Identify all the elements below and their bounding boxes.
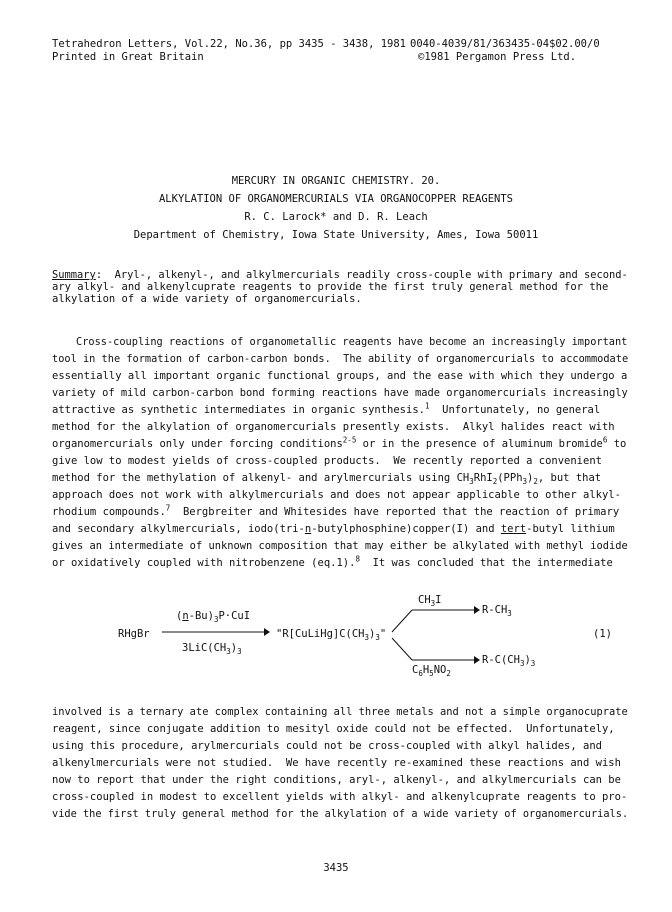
summary-label: Summary bbox=[52, 269, 96, 281]
summary-line2: ary alkyl- and alkenylcuprate reagents to provide the first truly general method for the bbox=[52, 281, 609, 293]
eq-reactant: RHgBr bbox=[118, 628, 150, 640]
printed-in: Printed in Great Britain bbox=[52, 51, 204, 63]
ref-6: 6 bbox=[602, 435, 608, 445]
para1-line: essentially all important organic functional groups, and the ease with which they undergo a bbox=[52, 370, 628, 382]
eq-intermediate: "$R[CuLiHg]C(CH_3)_3$" bbox=[276, 628, 387, 643]
copyright: ©1981 Pergamon Press Ltd. bbox=[418, 51, 577, 63]
para2-line: now to report that under the right conditions, aryl-, alkenyl-, and alkylmercurials can be bbox=[52, 774, 621, 786]
eq-arrow-main bbox=[160, 626, 270, 638]
eq-lower-product: $R-C(CH_3)_3$ bbox=[482, 654, 536, 669]
eq-arrow-upper bbox=[390, 604, 482, 634]
ref-8: 8 bbox=[355, 554, 360, 564]
ref-7: 7 bbox=[165, 503, 171, 513]
eq-upper-product: $R-CH_3$ bbox=[482, 604, 512, 619]
paper-title-line2: ALKYLATION OF ORGANOMERCURIALS VIA ORGANOCOPPER REAGENTS bbox=[158, 193, 513, 205]
summary-line1: Summary: Aryl-, alkenyl-, and alkylmercurials readily cross-couple with primary and second- bbox=[52, 269, 628, 281]
eq-reagent-bottom: $3LiC(CH_3)_3$ bbox=[182, 642, 242, 657]
para1-line: or oxidatively coupled with nitrobenzene (eq.1).$^8$ It was concluded that the intermediate bbox=[52, 554, 613, 569]
para1-line: method for the methylation of alkenyl- and arylmercurials using $CH_3RhI_2(PPh_3)_2$, but that bbox=[52, 472, 602, 487]
para1-line: organomercurials only under forcing conditions$^{2-5}$ or in the presence of aluminum bromide$^6$ to bbox=[52, 435, 627, 450]
para2-line: alkenylmercurials were not studied. We have recently re-examined these reactions and wish bbox=[52, 757, 621, 769]
para2-line: cross-coupled in modest to excellent yields with alkyl- and alkenylcuprate reagents to pro- bbox=[52, 791, 628, 803]
eq-lower-reagent: $C_6H_5NO_2$ bbox=[412, 664, 451, 679]
para1-line: gives an intermediate of unknown composition that may either be alkylated with methyl iodide bbox=[52, 540, 628, 552]
eq-upper-reagent: $CH_3I$ bbox=[418, 594, 442, 609]
journal-citation: Tetrahedron Letters, Vol.22, No.36, pp 3435 - 3438, 1981 bbox=[52, 38, 407, 50]
eq-reagent-top: $(n-Bu)_3P\cdot CuI$ bbox=[176, 610, 251, 625]
para1-line: and secondary alkylmercurials, iodo(tri-n-butylphosphine)copper(I) and tert-butyl lithium bbox=[52, 523, 615, 535]
para1-line: attractive as synthetic intermediates in organic synthesis.$^1$ Unfortunately, no general bbox=[52, 401, 601, 416]
paper-title-line1: MERCURY IN ORGANIC CHEMISTRY. 20. bbox=[231, 175, 441, 187]
page-number: 3435 bbox=[323, 862, 349, 874]
summary-line3: alkylation of a wide variety of organomercurials. bbox=[52, 293, 362, 305]
para1-line: variety of mild carbon-carbon bond forming reactions have made organomercurials increasingly bbox=[52, 387, 628, 399]
ref-1: 1 bbox=[424, 401, 430, 411]
para1-line: approach does not work with alkylmercurials and does not appear applicable to other alkyl- bbox=[52, 489, 621, 501]
eq-arrow-lower bbox=[390, 636, 482, 666]
para2-line: reagent, since conjugate addition to mesityl oxide could not be effected. Unfortunately, bbox=[52, 723, 615, 735]
para2-line: using this procedure, arylmercurials could not be cross-coupled with alkyl halides, and bbox=[52, 740, 602, 752]
para1-line: tool in the formation of carbon-carbon bonds. The ability of organomercurials to accommodate bbox=[52, 353, 629, 365]
para2-line: involved is a ternary ate complex containing all three metals and not a simple organocuprate bbox=[52, 706, 628, 718]
para1-line: method for the alkylation of organomercurials presently exists. Alkyl halides react with bbox=[52, 421, 615, 433]
eq-number: (1) bbox=[593, 628, 612, 640]
para1-line: Cross-coupling reactions of organometallic reagents have become an increasingly important bbox=[76, 336, 628, 348]
para1-line: rhodium compounds.$^7$ Bergbreiter and Whitesides have reported that the reaction of primary bbox=[52, 503, 620, 518]
affiliation: Department of Chemistry, Iowa State University, Ames, Iowa 50011 bbox=[133, 229, 539, 241]
issn-code: 0040-4039/81/363435-04$02.00/0 bbox=[410, 38, 600, 50]
ref-2-5: 2-5 bbox=[342, 435, 357, 445]
authors: R. C. Larock* and D. R. Leach bbox=[244, 211, 428, 223]
para2-line: vide the first truly general method for the alkylation of a wide variety of organomercurials. bbox=[52, 808, 629, 820]
para1-line: give low to modest yields of cross-coupled products. We recently reported a convenient bbox=[52, 455, 602, 467]
